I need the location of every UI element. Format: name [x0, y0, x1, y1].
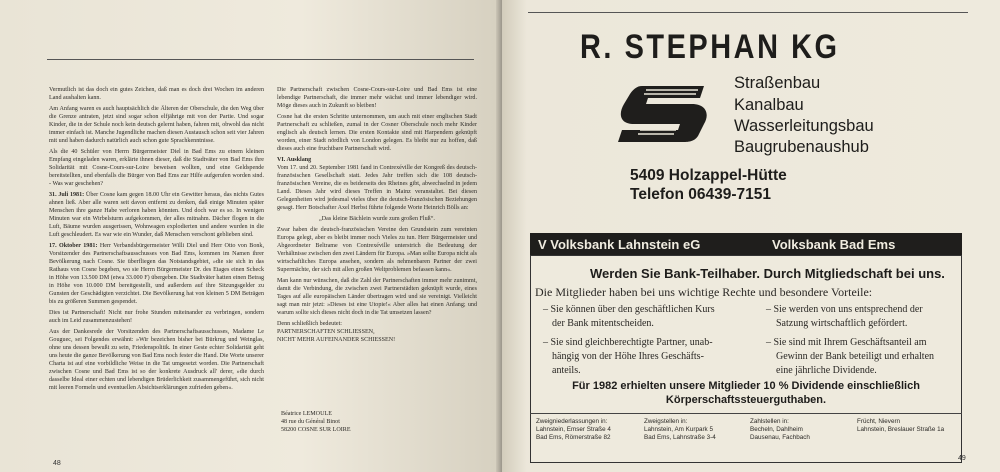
benefit-item: – Sie können über den geschäftlichen Kurs der Bank mitentscheiden. [543, 304, 715, 329]
benefit-item: – Sie werden von uns entsprechend der Satzung wirtschaftlich gefördert. [766, 304, 923, 329]
paragraph: Denn schließlich bedeutet: [277, 321, 342, 327]
paragraph: Cosne hat die ersten Schritte unternommen, um auch mit einer englischen Stadt Partnerschaft zu schließen, zumal in der Cosner Oberschule noch mehr Kinder englisch als deutsch lernen. Die ersten Kontakte sind mit Harpendem geknüpft worden, einer Stadt nördlich von London gelegen. Es bleibt nur zu hoffen, daß dieses auch eine fruchtbare Partnerschaft wird. [277, 114, 477, 152]
benefit-item: – Sie sind mit Ihrem Geschäftsanteil am Gewinn der Bank beteiligt und erhalten eine jährliche Dividende. [766, 337, 935, 376]
branch-block: Frücht, Nievern Lahnstein, Breslauer Straße 1a [857, 418, 945, 434]
page-number: 48 [53, 460, 61, 467]
paragraph: Als die 40 Schüler von Herrn Bürgermeister Diel in Bad Ems zu einem kleinen Empfang eingeladen waren, erklärte ihnen dieser, daß die Stadtväter von Bad Ems ihre Solidarität mit Cosne-Cours-sur-Loire beweisen wollten, und eine Geldspende bereitstellten, und ebenfalls die Bürger von Bad Ems zur Hilfe aufgerufen worden sind. - Was war geschehen? [49, 149, 264, 187]
paragraph [49, 191, 264, 239]
slogan-line: PARTNERSCHAFTEN SCHLIESSEN, [277, 329, 375, 335]
paragraph: Zwar haben die deutsch-französischen Vereine den Grundstein zum vereinten Europa gelegt, aber es bleibt immer noch Vieles zu tun. Herr Bürgermeister und Abgeordneter Beltrame von Contrexéville unterstrich die Bedeutung der Verhältnisse zwischen den zwei Ländern für Europa. »Man sollte Europa nicht als wirtschaftliches Europa ansehen, sondern als nehmenbaren Partner der zwei Supermächte, der sich mit allen großen Weltproblemen befassen kann«. [277, 227, 478, 273]
paragraph [49, 242, 264, 306]
stephan-city: 5409 Holzappel-Hütte [630, 167, 787, 184]
author-city: 58200 COSNE SUR LOIRE [281, 427, 351, 433]
top-rule [528, 12, 968, 13]
article-column-1 [49, 86, 264, 395]
article-column-2 [277, 86, 477, 347]
top-rule [47, 59, 474, 60]
service-strassenbau: Straßenbau [734, 74, 821, 92]
volksbank-headline: Werden Sie Bank-Teilhaber. Durch Mitgliedschaft bei uns. [590, 266, 945, 281]
branch-block: Zweigniederlassungen in: Lahnstein, Emser Straße 4 Bad Ems, Römerstraße 82 [536, 418, 611, 442]
dividend-line-2: Körperschaftssteuerguthaben. [665, 394, 827, 406]
paragraph: Aus der Dankesrede der Vorsitzenden des Partnerschaftsausschusses, Madame Le Gouguec, sei Folgendes erwähnt: »Wir bezeichen bisher bei Bürkrug und Weinglas, ohne uns dessen bewußt zu sein, Friedenspolitik. In einer Geste echter Solidarität geht uns heute die ganze Bevölkerung von Bad Ems noch fester die Hand. Die Worte unserer Charta ist auf eine vorbildliche Weise in die Tat umgesetzt worden. Die Partnerschaft zwischen Cosne und Bad Ems ist so der konkrete Ausdruck all' derer, »die durch dasselbe Ideal einer echten und lebendigen Brüderlichkeit zusammengeführt, sich nicht mit leeren Formeln und eventuellen Absichtserklärungen zufrieden geben«. [49, 329, 264, 391]
paragraph-text: Herr Verbandsbürgermeister Willi Diel und Herr Otto von Bonk, Vorsitzender des Partnerschaftsausschusses von Bad Ems, kommen im Namen ihrer Bevölkerung nach Cosne. Sie überfliegen das Notstandsgebiet, »die sie sich in das Rathaus von Cosne begeben, wo sie Herrn Bürgermeister Dr. des Etages einen Scheck in Höhe von 13.500 DM (etwa 33.000 F) übergeben. Die Stadtväter hatten einen Betrag in Höhe von 10.000 DM bereitgestellt, und außerdem auf ihre Sitzungsgelder zu Gunsten der Geschädigten verzichtet. Die Bevölkerung hat von kleinen 5 DM Beträgen bis zu größeren Summen gespendet. [49, 243, 264, 305]
page-number: 49 [958, 455, 966, 462]
benefit-item: – Sie sind gleichberechtigte Partner, unab- hängig von der Höhe Ihres Geschäfts- anteils. [543, 337, 713, 376]
quote: „Das kleine Bächlein wurde zum großen Fluß“. [319, 216, 435, 222]
volksbank-subline: Die Mitglieder haben bei uns wichtige Rechte und besondere Vorteile: [535, 285, 873, 299]
service-baugrubenaushub: Baugrubenaushub [734, 138, 869, 156]
service-wasserleitungsbau: Wasserleitungsbau [734, 117, 874, 135]
paragraph: Man kann nur wünschen, daß die Zahl der Partnerschaften immer mehr zunimmt, damit die Verbindung, die zwischen zwei Partnerstädten geknüpft wurde, eines Tages auf alle europäischen Länder übertragen wird und sie vereinigt. Vielleicht sagt man mir jetzt: »Dieses ist eine Utopie!« Aber alles hat einen Anfang; und warum sollte sich dieses nicht doch in die Tat umsetzen lassen? [277, 278, 477, 316]
author-signature [281, 410, 351, 434]
branch-divider [530, 413, 962, 414]
stephan-s-logo-icon [612, 84, 722, 144]
volksbank-header-bar [530, 233, 962, 255]
volksbank-lahnstein-label: V Volksbank Lahnstein eG [538, 237, 701, 252]
stephan-company-name: R. STEPHAN KG [580, 28, 840, 66]
author-name: Béatrice LEMOULE [281, 411, 332, 417]
volksbank-bad-ems-label: Volksbank Bad Ems [772, 237, 896, 252]
paragraph: Vom 17. und 20. September 1981 fand in Contrexéville der Kongreß des deutsch-französischen Gesellschaft statt. Jedes Jahr treffen sich die 108 deutsch-französischen Vereine, die es beiderseits des Rheines gibt, abwechselnd in jedem Land. Dieses Jahr wird dieses Treffen in Mainz veranstaltet. Bei diesen Gelegenheiten wird jedesmal vieles über die deutsch-französischen Beziehungen gesagt. Herr Botschafter Axel Herbst führte folgende Worte Heinrich Bölls an: [277, 165, 477, 211]
author-street: 48 rue du Général Binot [281, 419, 340, 425]
paragraph-text: Über Cosne kam gegen 18.00 Uhr ein Gewitter heraus, das nichts Gutes ahnen ließ. Aber alle waren seit davon entfernt zu denken, daß einige Minuten später Menschen ihre ganze Habe verloren haben könnten. Und doch war es so. In wenigen Minuten war ein Wirbelsturm aufgekommen, der alles mitnahm. Dächer flogen in die Luft, Bäume wurden ausgerissen, Wohnwagen explodierten und andere wurden in die Luft geschleudert. Es war wie ein Wunder, daß Menschen verschont geblieben sind. [49, 192, 264, 238]
slogan-line: NICHT MEHR AUFEINANDER SCHIESSEN! [277, 337, 396, 343]
branch-block: Zahlstellen in: Becheln, Dahlheim Dausenau, Fachbach [750, 418, 810, 442]
service-kanalbau: Kanalbau [734, 96, 804, 114]
stephan-phone: Telefon 06439-7151 [630, 186, 772, 203]
paragraph: Vermutlich ist das doch ein gutes Zeichen, daß man es doch drei Wochen im anderen Land aushalten kann. [49, 87, 264, 101]
paragraph: Die Partnerschaft zwischen Cosne-Cours-sur-Loire und Bad Ems ist eine lebendige Partnerschaft, die immer mehr wächst und immer lebendiger wird. Möge dieses auch in Zukunft so bleiben! [277, 87, 477, 109]
section-heading: VI. Ausklang [277, 157, 312, 163]
branch-block: Zweigstellen in: Lahnstein, Am Kurpark 5 Bad Ems, Lahnstraße 3-4 [644, 418, 716, 442]
date-label: 31. Juli 1981: [49, 192, 85, 198]
date-label: 17. Oktober 1981: [49, 243, 98, 249]
dividend-line-1: Für 1982 erhielten unsere Mitglieder 10 % Dividende einschließlich [572, 380, 920, 392]
paragraph: Dies ist Partnerschaft! Nicht nur frohe Stunden miteinander zu verbringen, sondern auch im Leid zusammenzustehen! [49, 310, 264, 324]
paragraph: Am Anfang waren es auch hauptsächlich die Älteren der Oberschule, die den Weg über die Grenze antraten, jetzt sind sogar schon elfjährige mit von der Partie. Und sogar Kinder, die in der Schule noch kein deutsch gelernt haben, fahren mit, obwohl das nicht immer einfach ist. Manche Jugendliche machen diesen Austausch schon seit vier Jahren mit und haben dadurch natürlich auch schon gute Sprachkenntnisse. [49, 106, 264, 144]
